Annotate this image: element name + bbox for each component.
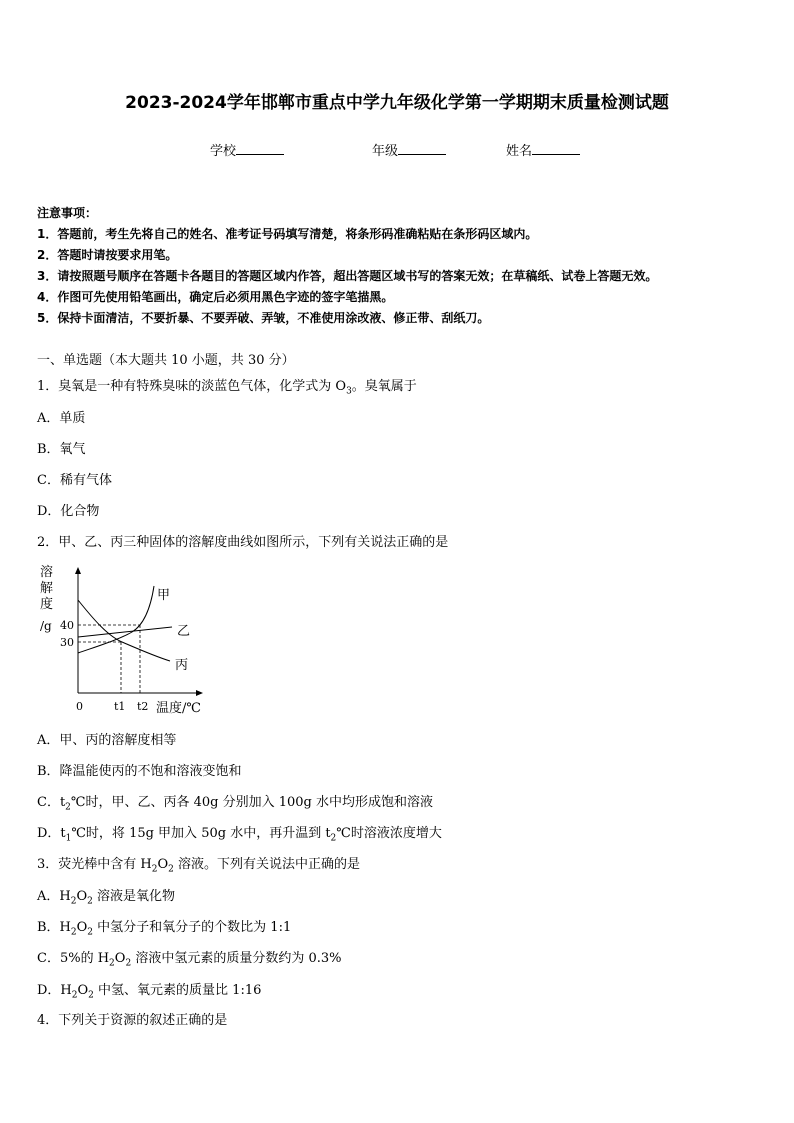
q1-stem-sub: 3 (346, 386, 352, 397)
note-item: 4．作图可先使用铅笔画出，确定后必须用黑色字迹的签字笔描黑。 (37, 290, 394, 304)
note-item: 5．保持卡面清洁，不要折暴、不要弄破、弄皱，不准使用涂改液、修正带、刮纸刀。 (37, 311, 490, 325)
curve-bing (78, 600, 170, 661)
q3a-mid: O (76, 889, 88, 904)
grade-field[interactable] (372, 140, 446, 159)
q3-option-a[interactable] (37, 885, 175, 907)
section-heading: 一、单选题（本大题共 10 小题，共 30 分） (37, 353, 295, 368)
q1-option-d[interactable]: D．化合物 (37, 504, 100, 519)
ylabel-char: 度 (40, 597, 54, 612)
curve-jia (78, 586, 154, 653)
q3-option-b[interactable] (37, 916, 291, 938)
q1-stem-text: 1．臭氧是一种有特殊臭味的淡蓝色气体，化学式为 O (37, 379, 347, 394)
q3-pre: 3．荧光棒中含有 H (37, 857, 152, 872)
q3-mid: O (157, 857, 169, 872)
q3-option-c[interactable] (37, 947, 341, 969)
series-label-jia: 甲 (157, 588, 171, 603)
q3b-pre: B．H (37, 920, 71, 935)
q2c-post: ℃时，甲、乙、丙各 40g 分别加入 100g 水中均形成饱和溶液 (70, 795, 433, 810)
q3d-s1: 2 (71, 990, 78, 1001)
ylabel-char: 溶 (40, 565, 54, 580)
grade-blank[interactable] (398, 142, 446, 155)
q3a-s2: 2 (87, 896, 93, 907)
q3c-s2: 2 (125, 958, 132, 969)
school-field[interactable] (210, 140, 284, 159)
name-blank[interactable] (532, 142, 580, 155)
q3-sub2: 2 (168, 864, 174, 875)
notes-heading: 注意事项： (37, 206, 98, 220)
q3-post: 溶液。下列有关说法中正确的是 (173, 857, 361, 872)
name-field[interactable] (506, 140, 580, 159)
x-tick-label: t2 (137, 700, 149, 713)
q2-option-d[interactable] (37, 822, 442, 844)
series-label-bing: 丙 (175, 658, 189, 673)
series-label-yi: 乙 (177, 624, 191, 639)
note-item: 2．答题时请按要求用笔。 (37, 248, 178, 262)
note-item: 1．答题前，考生先将自己的姓名、准考证号码填写清楚，将条形码准确粘贴在条形码区域内。 (37, 227, 538, 241)
q2-option-a[interactable]: A．甲、丙的溶解度相等 (37, 733, 177, 748)
y-tick-label: 30 (60, 636, 74, 649)
q3b-s1: 2 (70, 927, 77, 938)
solubility-chart (36, 560, 216, 720)
q3c-pre: C．5%的 H (37, 951, 110, 966)
q3b-s2: 2 (87, 927, 94, 938)
q3d-pre: D．H (37, 983, 72, 998)
q1-option-c[interactable]: C．稀有气体 (37, 473, 112, 488)
school-blank[interactable] (236, 142, 284, 155)
school-label: 学校 (210, 144, 237, 159)
question-3-stem (37, 853, 360, 875)
x-tick-label: t1 (114, 700, 126, 713)
q3d-mid: O (77, 983, 89, 998)
q1-option-b[interactable]: B．氧气 (37, 442, 86, 457)
q2d-mid: ℃时，将 15g 甲加入 50g 水中，再升温到 t (71, 826, 331, 841)
q3-option-d[interactable] (37, 979, 261, 1001)
question-2-stem: 2．甲、乙、丙三种固体的溶解度曲线如图所示，下列有关说法正确的是 (37, 535, 449, 550)
q3b-mid: O (76, 920, 88, 935)
y-tick-label: 40 (60, 619, 74, 632)
q2c-sub: 2 (65, 802, 71, 813)
name-label: 姓名 (506, 144, 533, 159)
q2d-pre: D．t (37, 826, 66, 841)
grade-label: 年级 (372, 144, 399, 159)
q3a-s1: 2 (70, 896, 77, 907)
q2d-sub2: 2 (330, 833, 337, 844)
q3c-post: 溶液中氢元素的质量分数约为 0.3% (131, 951, 342, 966)
x-tick-label: 0 (76, 700, 83, 713)
q3a-post: 溶液是氧化物 (92, 889, 176, 904)
q3d-post: 中氢、氧元素的质量比 1:16 (93, 983, 262, 998)
q3d-s2: 2 (88, 990, 94, 1001)
x-axis-label: 温度/℃ (156, 701, 201, 716)
question-4-stem: 4．下列关于资源的叙述正确的是 (37, 1013, 228, 1028)
note-item: 3．请按照题号顺序在答题卡各题目的答题区域内作答，超出答题区域书写的答案无效；在草稿纸、试卷上答题无效。 (37, 269, 658, 283)
q3c-s1: 2 (109, 958, 115, 969)
q2-option-b[interactable]: B．降温能使丙的不饱和溶液变饱和 (37, 764, 242, 779)
q3-sub1: 2 (151, 864, 158, 875)
page-title: 2023-2024学年邯郸市重点中学九年级化学第一学期期末质量检测试题 (125, 93, 669, 113)
q3c-mid: O (114, 951, 126, 966)
q2c-pre: C．t (37, 795, 66, 810)
ylabel-char: /g (40, 619, 52, 633)
q3a-pre: A．H (37, 889, 71, 904)
ylabel-char: 解 (40, 581, 54, 596)
q2d-post: ℃时溶液浓度增大 (336, 826, 442, 841)
q2-option-c[interactable] (37, 791, 433, 813)
q1-option-a[interactable]: A．单质 (37, 411, 86, 426)
q3b-post: 中氢分子和氧分子的个数比为 1:1 (93, 920, 292, 935)
q1-stem-tail: 。臭氧属于 (351, 379, 417, 394)
q2d-sub1: 1 (65, 833, 72, 844)
question-1-stem (37, 375, 417, 397)
